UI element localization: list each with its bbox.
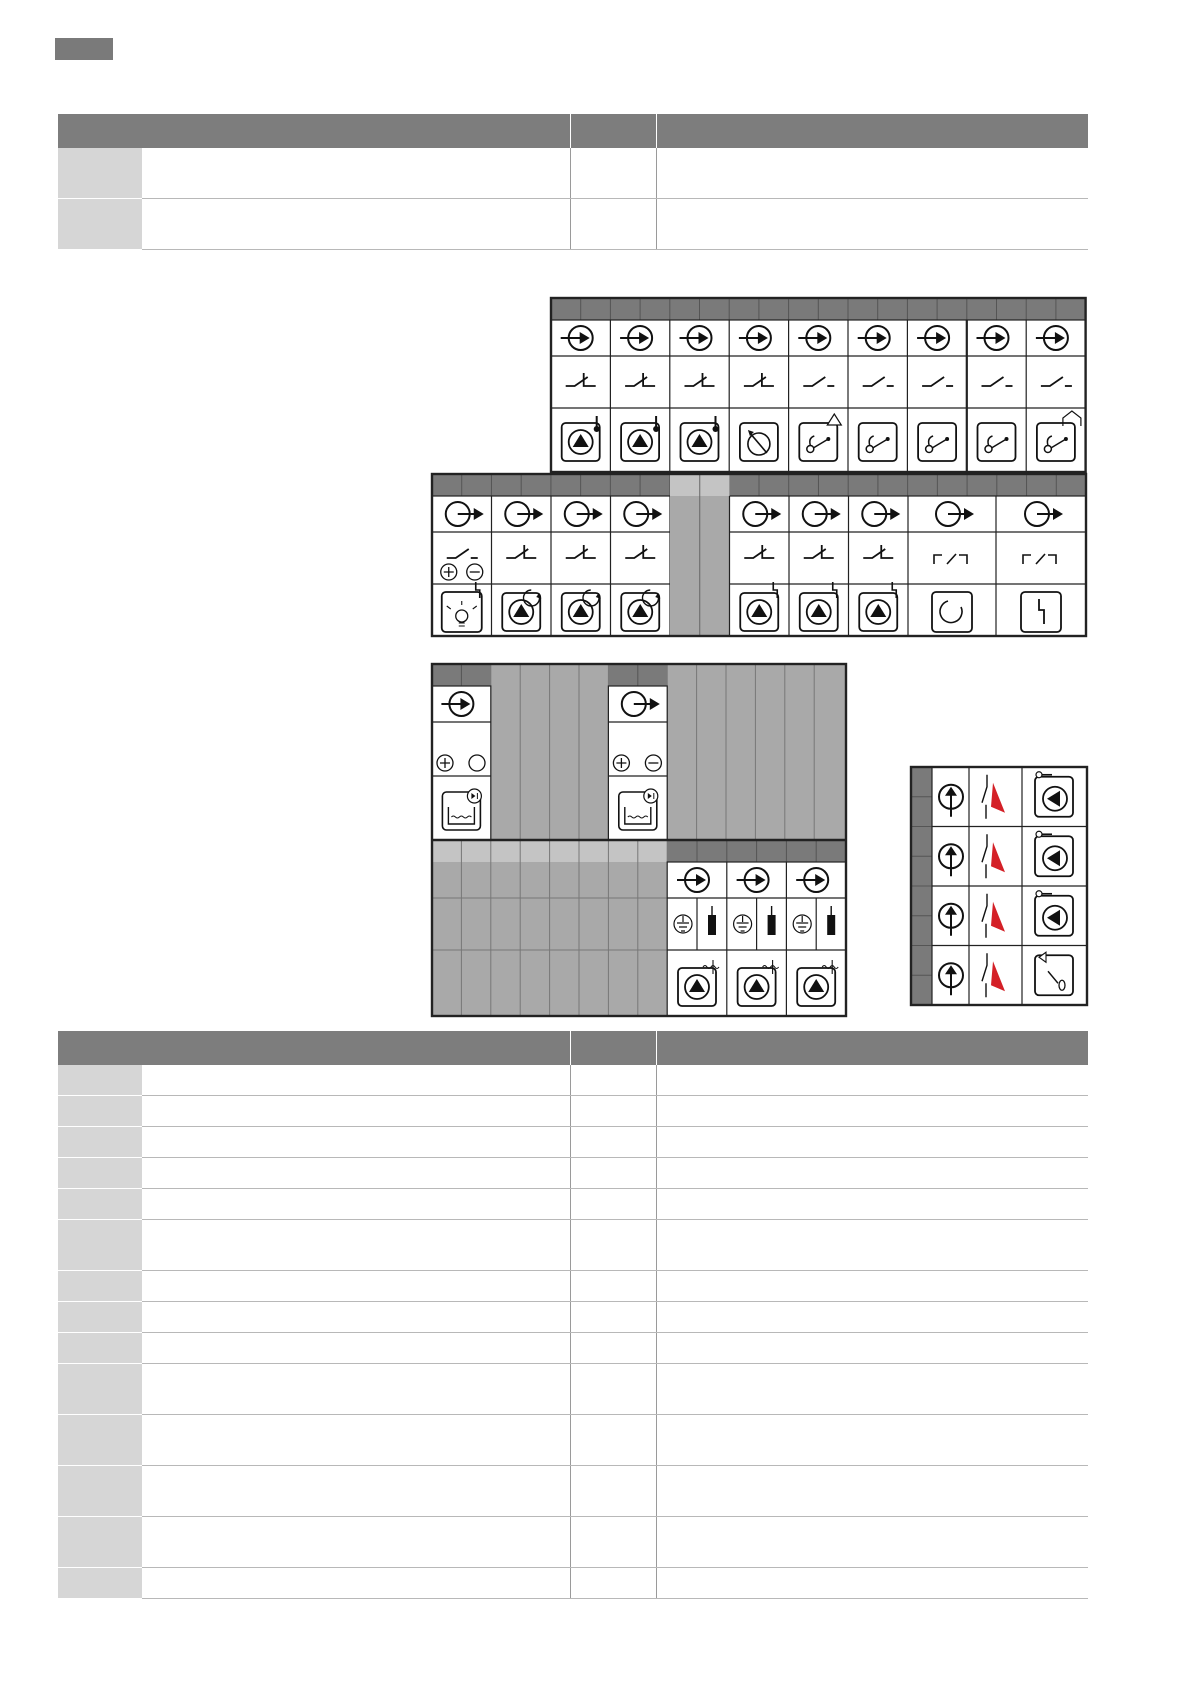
table-cell <box>570 148 656 199</box>
table-cell <box>142 1271 570 1302</box>
table-row <box>58 1271 1088 1302</box>
table-cell <box>142 1065 570 1096</box>
open-contact-icon <box>1041 377 1072 386</box>
strip-b-body <box>432 496 1086 636</box>
pump-circle <box>1043 906 1067 930</box>
leak-indicator-icon <box>763 960 779 974</box>
input-arrow-icon <box>796 868 828 892</box>
table-row <box>58 1517 1088 1568</box>
strip-b-frame <box>432 474 1086 636</box>
ex-contact-icon <box>982 953 987 981</box>
table-row <box>58 148 1088 199</box>
table-cell <box>570 199 656 250</box>
table-header-cell <box>656 114 1088 148</box>
ex-contact-icon <box>982 775 987 803</box>
fault-indicator-icon <box>833 582 837 598</box>
output-arrow-icon <box>803 502 841 526</box>
table-cell <box>142 1127 570 1158</box>
strip-a-body <box>551 320 1086 472</box>
terminal-header <box>667 840 846 862</box>
table-cell <box>58 148 142 199</box>
table-cell <box>58 1065 142 1096</box>
open-contact-icon <box>803 377 834 386</box>
changeover-contact-icon <box>625 373 655 386</box>
collective-run-icon <box>932 592 972 632</box>
fault-indicator-icon <box>1039 599 1044 624</box>
pump-thermal-icon <box>562 423 600 461</box>
table-header-cell <box>656 1031 1088 1065</box>
table-header-cell <box>570 1031 656 1065</box>
output-arrow-icon <box>565 502 603 526</box>
table-cell <box>58 1302 142 1333</box>
input-arrow-icon <box>561 326 593 350</box>
table-header-cell <box>142 114 570 148</box>
table-cell <box>570 1568 656 1599</box>
sealing-block <box>667 862 846 1016</box>
table-cell <box>570 1466 656 1517</box>
strip-c-top-bg <box>432 664 846 840</box>
ex-warning-icon <box>991 902 1005 932</box>
open-contact-icon <box>863 377 894 386</box>
strip-a-frame <box>551 298 1086 472</box>
table-cell <box>656 1333 1088 1364</box>
table-row <box>58 1158 1088 1189</box>
pump-thermal-probe-icon <box>1035 836 1073 876</box>
output-arrow-icon <box>622 692 660 716</box>
ex-block-frame <box>911 767 1087 1005</box>
output-arrow-icon <box>505 502 543 526</box>
ground-symbol <box>677 916 689 931</box>
table-cell <box>142 1220 570 1271</box>
table-cell <box>656 1127 1088 1158</box>
ex-contact-icon <box>982 894 987 922</box>
strip-c-frame <box>432 664 846 1016</box>
input-arrow-icon <box>977 326 1009 350</box>
table-cell <box>142 148 570 199</box>
pump-running-icon <box>621 593 659 631</box>
thermal-probe-tip <box>1036 831 1042 837</box>
electrode-icon <box>708 915 716 935</box>
float-switch-house-icon <box>1037 423 1075 461</box>
terminal-header <box>432 664 491 686</box>
table-cell <box>142 199 570 250</box>
pump-arrow <box>1047 791 1060 807</box>
input-arrow-icon <box>1036 326 1068 350</box>
table-cell <box>570 1220 656 1271</box>
running-indicator-icon <box>643 590 661 606</box>
table-cell <box>570 1096 656 1127</box>
table-row <box>58 1568 1088 1599</box>
output-arrow-icon <box>862 502 900 526</box>
ex-block-body <box>932 767 1087 1005</box>
minus-icon <box>467 564 483 580</box>
table-cell <box>142 1568 570 1599</box>
table-cell <box>570 1158 656 1189</box>
input-arrow-icon <box>737 868 769 892</box>
table-cell <box>58 1466 142 1517</box>
table-cell <box>142 1415 570 1466</box>
ground-icon <box>734 915 752 933</box>
table-row <box>58 1466 1088 1517</box>
input-arrow-icon <box>620 326 652 350</box>
table-cell <box>656 1189 1088 1220</box>
table-row <box>58 1065 1088 1096</box>
pump-circle <box>1043 787 1067 811</box>
table-cell <box>570 1415 656 1466</box>
pump-fault-icon <box>740 593 778 631</box>
table-cell <box>142 1189 570 1220</box>
changeover-contact-icon <box>566 373 596 386</box>
table-cell <box>58 1415 142 1466</box>
pump-circle <box>1043 846 1067 870</box>
float-switch-ex-icon <box>1035 955 1073 995</box>
input-up-arrow-head <box>945 906 957 915</box>
section-tag <box>55 38 113 60</box>
table-row <box>58 1096 1088 1127</box>
pump-arrow <box>1047 910 1060 926</box>
lamp-bulb-icon <box>456 610 468 622</box>
table-cell <box>656 1065 1088 1096</box>
plus-sign <box>444 567 454 577</box>
pump-thermal-icon <box>621 423 659 461</box>
plus-icon <box>437 755 453 771</box>
input-arrow-icon <box>858 326 890 350</box>
changeover-contact-icon <box>685 373 715 386</box>
table-cell <box>656 148 1088 199</box>
ground-icon <box>674 915 692 933</box>
table-cell <box>58 1220 142 1271</box>
table-header-row <box>58 1031 1088 1065</box>
table-cell <box>142 1517 570 1568</box>
output-arrow-icon <box>743 502 781 526</box>
table-header-cell <box>58 1031 142 1065</box>
pump-running-icon <box>502 593 540 631</box>
input-up-arrow-head <box>945 787 957 796</box>
table-row <box>58 1189 1088 1220</box>
table-cell <box>58 1333 142 1364</box>
circle-icon <box>469 755 485 771</box>
table-cell <box>656 1568 1088 1599</box>
fault-indicator-icon <box>773 582 777 598</box>
terminal-header <box>432 474 1086 496</box>
table-row <box>58 1127 1088 1158</box>
plus-icon <box>613 755 629 771</box>
thermometer-icon <box>713 416 719 432</box>
spec-table-bottom <box>58 1031 1088 1599</box>
open-contact-icon <box>922 377 953 386</box>
signal-triangle-icon <box>1039 952 1046 962</box>
table-cell <box>656 1096 1088 1127</box>
table-cell <box>142 1333 570 1364</box>
input-up-arrow-icon <box>939 963 963 987</box>
table-cell <box>58 1189 142 1220</box>
input-up-arrow-icon <box>939 904 963 928</box>
electrode-icon <box>827 915 835 935</box>
pump-thermal-probe-icon <box>1035 777 1073 817</box>
level-block <box>432 686 491 840</box>
fault-indicator-icon <box>892 582 896 598</box>
table-row <box>58 1333 1088 1364</box>
input-arrow-icon <box>739 326 771 350</box>
float-switch-icon <box>918 423 956 461</box>
table-header-cell <box>570 114 656 148</box>
ex-terminal-header <box>911 767 932 1005</box>
input-arrow-icon <box>917 326 949 350</box>
table-cell <box>656 1364 1088 1415</box>
alarm-triangle-icon <box>827 414 841 425</box>
changeover-contact-icon <box>506 545 536 558</box>
pump-thermal-icon <box>681 423 719 461</box>
table-cell <box>570 1364 656 1415</box>
table-header-cell <box>58 114 142 148</box>
dual-contact-icon <box>934 554 967 564</box>
plus-sign <box>616 758 626 768</box>
ground-icon <box>793 915 811 933</box>
input-up-arrow-icon <box>939 844 963 868</box>
float-lever <box>1048 971 1058 983</box>
running-indicator-icon <box>524 590 542 606</box>
table-cell <box>58 1568 142 1599</box>
thermometer-icon <box>594 416 600 432</box>
thermal-probe-tip <box>1036 891 1042 897</box>
pump-leak-icon <box>678 968 716 1006</box>
table-cell <box>142 1158 570 1189</box>
table-cell <box>570 1333 656 1364</box>
input-arrow-icon <box>680 326 712 350</box>
table-cell <box>656 1302 1088 1333</box>
float-switch-icon <box>859 423 897 461</box>
table-cell <box>570 1302 656 1333</box>
float-switch-alarm-icon <box>799 423 837 461</box>
open-contact-plus-minus-icon <box>447 549 478 558</box>
pump-leak-icon <box>797 968 835 1006</box>
table-cell <box>570 1271 656 1302</box>
running-indicator-icon <box>583 590 601 606</box>
float-switch-icon <box>978 423 1016 461</box>
table-cell <box>656 1415 1088 1466</box>
table-cell <box>570 1517 656 1568</box>
table-cell <box>656 1517 1088 1568</box>
blank-terminal-column <box>670 474 730 636</box>
changeover-contact-icon <box>744 373 774 386</box>
float-body <box>1059 980 1065 990</box>
input-arrow-icon <box>798 326 830 350</box>
table-cell <box>142 1302 570 1333</box>
table-row <box>58 199 1088 250</box>
table-cell <box>58 1517 142 1568</box>
ground-symbol <box>737 916 749 931</box>
level-sensor-icon <box>619 789 658 830</box>
table-cell <box>570 1127 656 1158</box>
output-arrow-icon <box>1025 502 1063 526</box>
table-row <box>58 1220 1088 1271</box>
ex-warning-icon <box>991 961 1005 991</box>
table-row <box>58 1364 1088 1415</box>
output-arrow-icon <box>446 502 484 526</box>
table-cell <box>656 1466 1088 1517</box>
terminal-header <box>551 298 1086 320</box>
input-up-arrow-icon <box>939 785 963 809</box>
spec-table-top <box>58 114 1088 250</box>
open-contact-icon <box>982 377 1013 386</box>
pump-thermal-probe-icon <box>1035 896 1073 936</box>
rotation-arrow-icon <box>940 601 962 623</box>
changeover-contact-icon <box>566 545 596 558</box>
table-cell <box>656 1158 1088 1189</box>
rotation-field-icon <box>740 423 778 461</box>
table-cell <box>58 1364 142 1415</box>
fault-indicator-icon <box>476 582 480 598</box>
electrode-icon <box>768 915 776 935</box>
table-cell <box>58 1096 142 1127</box>
changeover-contact-icon <box>625 545 655 558</box>
leak-indicator-icon <box>822 960 838 974</box>
level-block <box>608 686 667 840</box>
strip-c-bottom-header <box>432 840 846 862</box>
minus-icon <box>645 755 661 771</box>
table-cell <box>58 1271 142 1302</box>
table-cell <box>142 1096 570 1127</box>
input-arrow-icon <box>677 868 709 892</box>
output-arrow-icon <box>624 502 662 526</box>
thermal-probe-tip <box>1036 772 1042 778</box>
dual-contact-icon <box>1023 554 1056 564</box>
input-arrow-icon <box>441 692 473 716</box>
collective-fault-icon <box>1021 592 1061 632</box>
table-cell <box>58 1127 142 1158</box>
table-cell <box>142 1466 570 1517</box>
table-cell <box>142 1364 570 1415</box>
level-sensor-icon <box>442 789 481 830</box>
table-cell <box>58 1158 142 1189</box>
input-up-arrow-head <box>945 846 957 855</box>
lamp-fault-icon <box>442 592 482 632</box>
ex-warning-icon <box>991 783 1005 813</box>
pump-arrow <box>1047 850 1060 866</box>
output-arrow-icon <box>936 502 974 526</box>
ex-contact-icon <box>982 834 987 862</box>
table-cell <box>58 199 142 250</box>
table-header-row <box>58 114 1088 148</box>
pump-fault-icon <box>800 593 838 631</box>
thermometer-icon <box>653 416 659 432</box>
pump-running-icon <box>562 593 600 631</box>
pump-fault-icon <box>859 593 897 631</box>
terminal-header <box>608 664 667 686</box>
table-row <box>58 1415 1088 1466</box>
plus-sign <box>440 758 450 768</box>
lamp-rays <box>447 601 477 626</box>
input-up-arrow-head <box>945 965 957 974</box>
table-cell <box>656 1220 1088 1271</box>
table-header-cell <box>142 1031 570 1065</box>
strip-c-bottom-bg <box>432 840 846 1016</box>
ex-warning-icon <box>991 842 1005 872</box>
changeover-contact-icon <box>744 545 774 558</box>
changeover-contact-icon <box>863 545 893 558</box>
changeover-contact-icon <box>804 545 834 558</box>
table-cell <box>656 199 1088 250</box>
table-cell <box>570 1065 656 1096</box>
leak-indicator-icon <box>703 960 719 974</box>
pump-leak-icon <box>738 968 776 1006</box>
house-icon <box>1063 411 1081 426</box>
plus-icon <box>441 564 457 580</box>
ground-symbol <box>796 916 808 931</box>
table-cell <box>656 1271 1088 1302</box>
table-row <box>58 1302 1088 1333</box>
table-cell <box>570 1189 656 1220</box>
blank-terminal-header <box>670 474 730 496</box>
